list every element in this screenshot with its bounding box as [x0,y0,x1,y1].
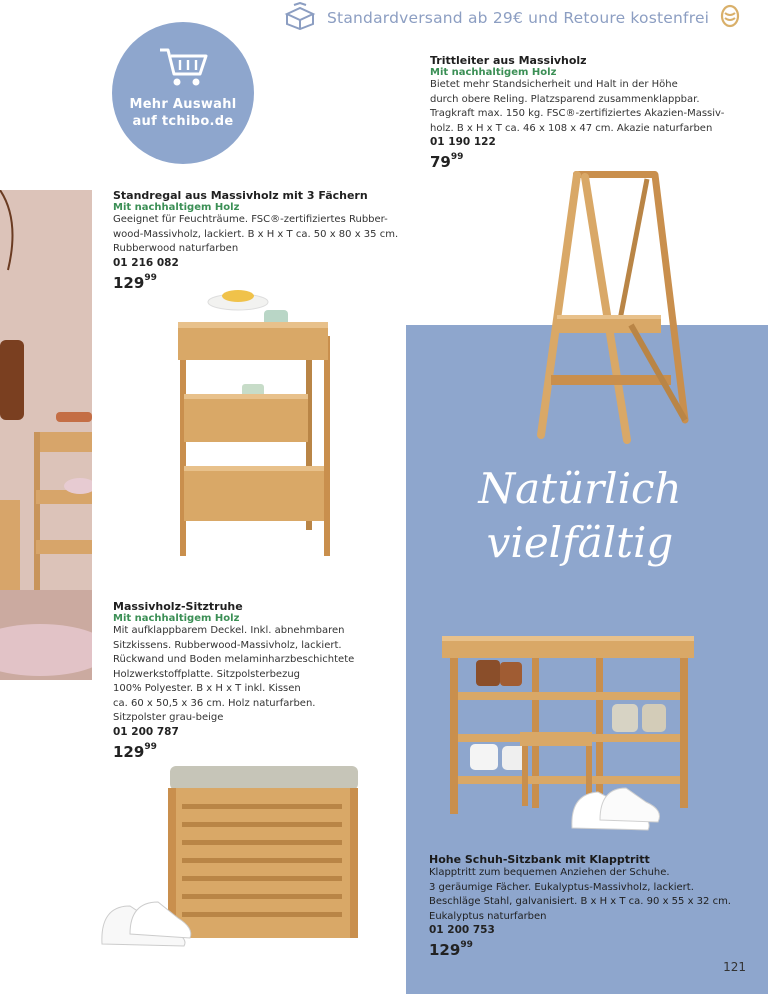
eco-label: Mit nachhaltigem Holz [430,67,557,78]
page-number: 121 [723,960,746,974]
product-description: Klapptritt zum bequemen Anziehen der Schuhe. 3 geräumige Fächer. Eukalyptus-Massivholz, lackiert. Beschläge Stahl, galvanisiert. B x H x T ca. 90 x 55 x 32 cm. Eukalyptus naturfarben [429,867,731,922]
product-description: Geeignet für Feuchträume. FSC®-zertifiziertes Rubber- wood-Massivholz, lackiert. B x H x T ca. 50 x 80 x 35 cm. Rubberwood naturfarben [113,214,399,254]
article-number: 01 200 753 [429,924,495,936]
product-title: Hohe Schuh-Sitzbank mit Klapptritt [429,853,650,866]
product-sitztruhe [113,600,403,761]
price: $129^{99}$ [113,272,157,292]
eco-label: Mit nachhaltigem Holz [113,613,240,624]
shipping-text: Standardversand ab 29€ und Retoure kostenfrei [327,9,710,27]
price: $79^{99}$ [430,152,464,171]
sitztruhe-image [100,766,362,960]
more-choice-link[interactable] [112,22,254,164]
price: $129^{99}$ [113,741,157,761]
product-schuhbank [429,853,749,959]
tchibo-bean-icon [719,4,741,32]
product-title: Trittleiter aus Massivholz [430,54,587,67]
eco-label: Mit nachhaltigem Holz [113,202,240,213]
article-number: 01 216 082 [113,256,179,269]
shipping-banner [283,2,763,34]
product-standregal [113,189,413,292]
room-photo [0,190,92,680]
trittleiter-image [535,165,695,454]
product-title: Standregal aus Massivholz mit 3 Fächern [113,189,368,202]
schuhbank-image [440,632,700,846]
article-number: 01 200 787 [113,725,179,738]
product-trittleiter [430,54,750,171]
price: $129^{99}$ [429,940,473,959]
promo-label: Mehr Auswahl auf tchibo.de [129,97,237,129]
standregal-image [176,286,338,562]
shopping-cart-icon [158,46,210,92]
package-return-icon [283,2,317,34]
headline: Natürlich vielfältig [478,464,682,567]
article-number: 01 190 122 [430,136,496,148]
product-description: Bietet mehr Standsicherheit und Halt in der Höhe durch obere Reling. Platzsparend zusammenklappbar. Tragkraft max. 150 kg. FSC®-zertifiziertes Akazien-Massiv- holz. B x H x T ca. 46 x 108 x 47 cm. Akazie naturfarben [430,79,725,134]
product-title: Massivholz-Sitztruhe [113,600,243,613]
product-description: Mit aufklappbarem Deckel. Inkl. abnehmbaren Sitzkissens. Rubberwood-Massivholz, lackiert. Rückwand und Boden melaminharzbeschichtete Holzwerkstoffplatte. Sitzpolsterbezug 100% Polyester. B x H x T inkl. Kissen ca. 60 x 50,5 x 36 cm. Holz naturfarben. Sitzpolster grau-beige [113,625,355,723]
